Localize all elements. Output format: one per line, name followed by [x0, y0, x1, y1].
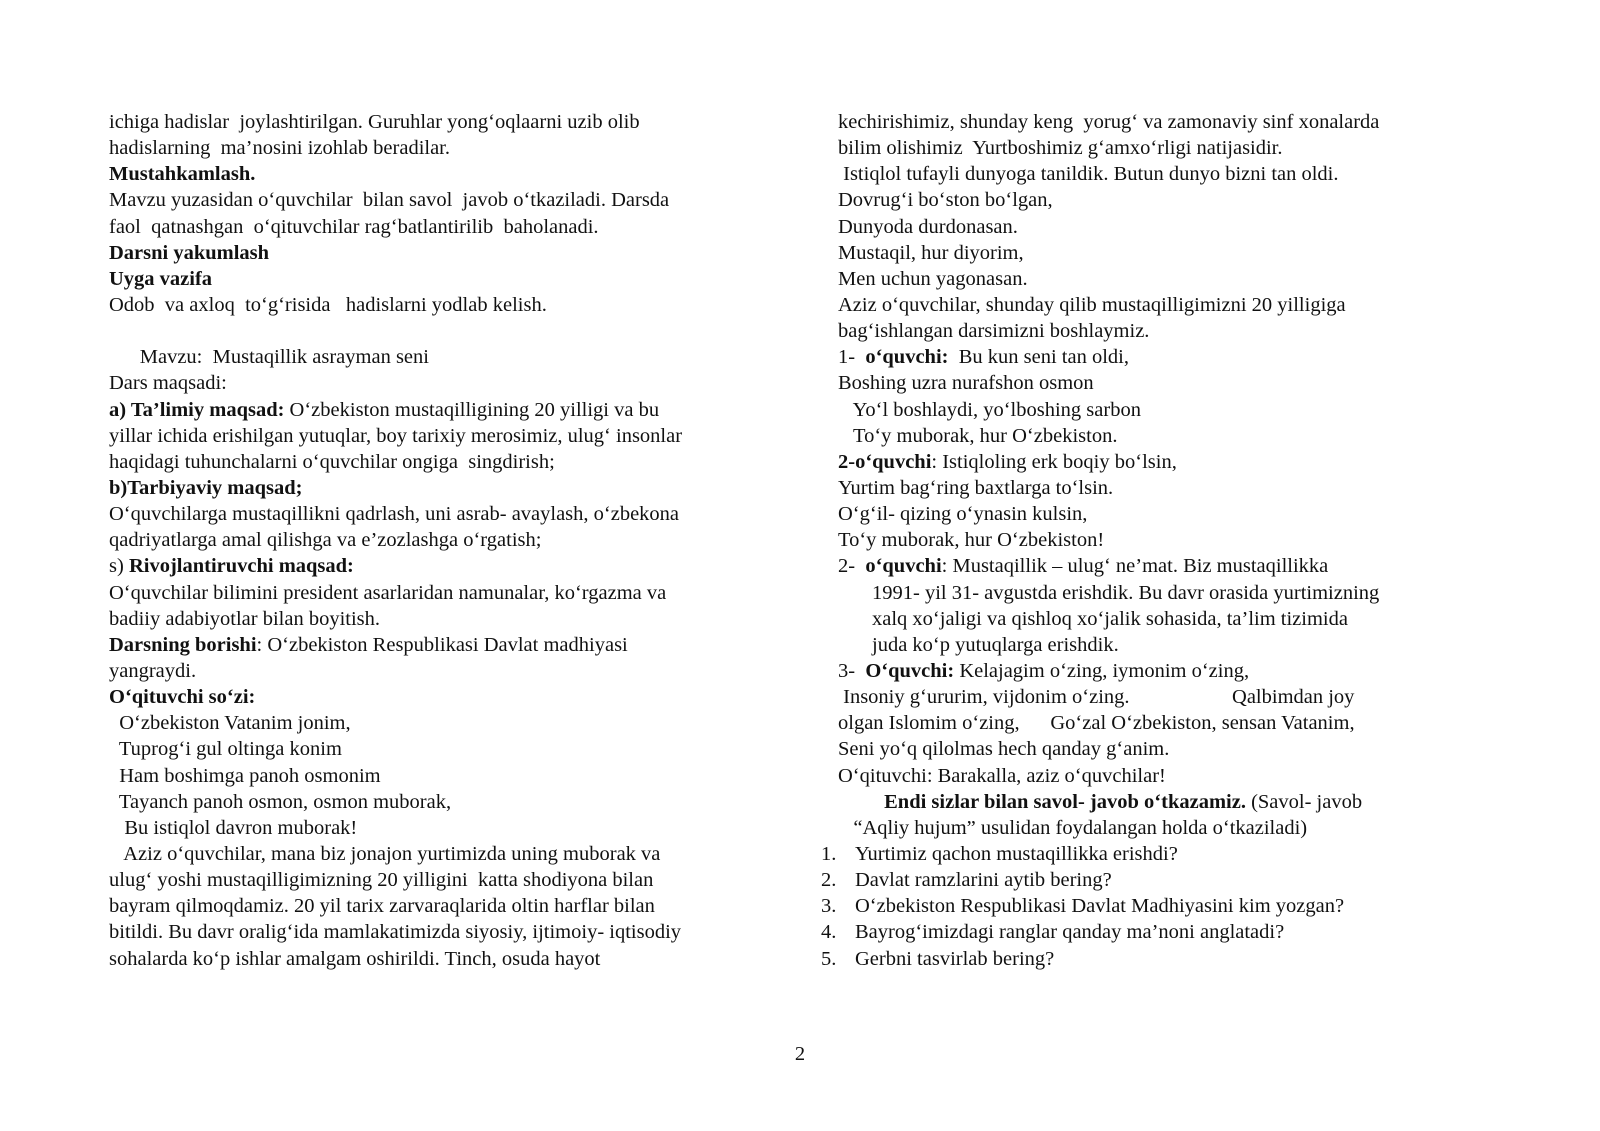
section-heading: Mustahkamlash. [109, 163, 256, 186]
poem-line: Ham boshimga panoh osmonim [109, 764, 381, 787]
poem-line: olgan Islomim o‘zing, Go‘zal O‘zbekiston, sensan Vatanim, [838, 712, 1355, 735]
text-line: Dars maqsadi: [109, 372, 227, 395]
poem-line: Insoniy g‘ururim, vijdonim o‘zing. Qalbimdan joy [838, 686, 1355, 709]
question-item: 3. O‘zbekiston Respublikasi Davlat Madhiyasini kim yozgan? [821, 895, 1345, 918]
text-line: ulug‘ yoshi mustaqilligimizning 20 yilligini katta shodiyona bilan [109, 869, 654, 892]
text-line: bitildi. Bu davr oralig‘ida mamlakatimizda siyosiy, ijtimoiy- iqtisodiy [109, 921, 682, 944]
text-line: O‘quvchilarga mustaqillikni qadrlash, uni asrab- avaylash, o‘zbekona [109, 503, 680, 526]
text-line: sohalarda ko‘p ishlar amalgam oshirildi. Tinch, osuda hayot [109, 947, 601, 970]
poem-line: Boshing uzra nurafshon osmon [838, 372, 1094, 395]
right-column [821, 109, 1538, 972]
lesson-flow-line: Darsning borishi: O‘zbekiston Respublikasi Davlat madhiyasi [109, 633, 628, 656]
text-line: Istiqlol tufayli dunyoga tanildik. Butun dunyo bizni tan oldi. [838, 163, 1339, 186]
poem-line: Bu istiqlol davron muborak! [109, 816, 358, 839]
poem-line: Dovrug‘i bo‘ston bo‘lgan, [838, 189, 1053, 212]
student-2b-line: 2- o‘quvchi: Mustaqillik – ulug‘ ne’mat. Biz mustaqillikka [838, 555, 1329, 578]
blank-line [109, 318, 769, 344]
text-line: bayram qilmoqdamiz. 20 yil tarix zarvaraqlarida oltin harflar bilan [109, 895, 655, 918]
poem-line: Seni yo‘q qilolmas hech qanday g‘anim. [838, 738, 1170, 761]
text-line: bag‘ishlangan darsimizni boshlaymiz. [838, 320, 1150, 343]
question-item: 1. Yurtimiz qachon mustaqillikka erishdi? [821, 842, 1178, 865]
poem-line: Tayanch panoh osmon, osmon muborak, [109, 790, 452, 813]
text-line: kechirishimiz, shunday keng yorug‘ va zamonaviy sinf xonalarda [838, 111, 1380, 133]
text-line: Mavzu yuzasidan o‘quvchilar bilan savol javob o‘tkaziladi. Darsda [109, 189, 670, 212]
page-number: 2 [794, 1043, 806, 1065]
text-line: badiiy adabiyotlar bilan boyitish. [109, 607, 381, 630]
student-3-line: 3- O‘quvchi: Kelajagim o‘zing, iymonim o‘zing, [838, 659, 1250, 682]
poem-line: Yurtim bag‘ring baxtlarga to‘lsin. [838, 476, 1114, 499]
poem-line: O‘zbekiston Vatanim jonim, [109, 712, 351, 735]
section-heading: O‘qituvchi so‘zi: [109, 686, 256, 709]
text-line: yillar ichida erishilgan yutuqlar, boy tarixiy merosimiz, ulug‘ insonlar [109, 424, 683, 447]
text-line: hadislarning ma’nosini izohlab beradilar. [109, 137, 451, 160]
text-line: xalq xo‘jaligi va qishloq xo‘jalik sohasida, ta’lim tizimida [872, 607, 1348, 630]
text-line: “Aqliy hujum” usulidan foydalangan holda o‘tkaziladi) [838, 816, 1308, 839]
text-line: qadriyatlarga amal qilishga va e’zozlashga o‘rgatish; [109, 529, 542, 552]
text-line: Aziz o‘quvchilar, shunday qilib mustaqilligimizni 20 yilligiga [838, 293, 1346, 316]
qa-heading-line: Endi sizlar bilan savol- javob o‘tkazamiz. (Savol- javob [838, 790, 1363, 813]
text-line: 1991- yil 31- avgustda erishdik. Bu davr orasida yurtimizning [872, 581, 1380, 604]
text-line: O‘qituvchi: Barakalla, aziz o‘quvchilar! [838, 764, 1166, 787]
poem-line: Tuprog‘i gul oltinga konim [109, 738, 342, 761]
text-line: haqidagi tuhunchalarni o‘quvchilar ongiga singdirish; [109, 450, 555, 473]
question-item: 5. Gerbni tasvirlab bering? [821, 947, 1055, 970]
text-line: ichiga hadislar joylashtirilgan. Guruhlar yong‘oqlaarni uzib olib [109, 111, 640, 133]
section-heading: Darsni yakumlash [109, 241, 270, 264]
poem-line: Men uchun yagonasan. [838, 267, 1028, 290]
text-line: yangraydi. [109, 659, 197, 682]
text-line: faol qatnashgan o‘qituvchilar rag‘batlantirilib baholanadi. [109, 215, 599, 238]
section-heading: b)Tarbiyaviy maqsad; [109, 476, 303, 499]
poem-line: Yo‘l boshlaydi, yo‘lboshing sarbon [838, 398, 1141, 421]
student-2-line: 2-o‘quvchi: Istiqloling erk boqiy bo‘lsin, [838, 450, 1177, 473]
text-line: Odob va axloq to‘g‘risida hadislarni yodlab kelish. [109, 293, 547, 316]
goal-s-line: s) Rivojlantiruvchi maqsad: [109, 555, 354, 578]
poem-line: Dunyoda durdonasan. [838, 215, 1018, 238]
student-1-line: 1- o‘quvchi: Bu kun seni tan oldi, [838, 346, 1129, 369]
text-line: Aziz o‘quvchilar, mana biz jonajon yurtimizda uning muborak va [109, 842, 661, 865]
poem-line: O‘g‘il- qizing o‘ynasin kulsin, [838, 503, 1088, 526]
question-list [821, 841, 1538, 972]
text-line: bilim olishimiz Yurtboshimiz g‘amxo‘rligi natijasidir. [838, 137, 1283, 160]
poem-line: To‘y muborak, hur O‘zbekiston. [838, 424, 1118, 447]
topic-line: Mavzu: Mustaqillik asrayman seni [109, 346, 429, 369]
section-heading: Uyga vazifa [109, 267, 213, 290]
question-item: 2. Davlat ramzlarini aytib bering? [821, 869, 1112, 892]
goal-a-line: a) Ta’limiy maqsad: O‘zbekiston mustaqilligining 20 yilligi va bu [109, 398, 660, 421]
text-line: juda ko‘p yutuqlarga erishdik. [872, 633, 1119, 656]
poem-line: To‘y muborak, hur O‘zbekiston! [838, 529, 1105, 552]
poem-line: Mustaqil, hur diyorim, [838, 241, 1024, 264]
text-line: O‘quvchilar bilimini president asarlaridan namunalar, ko‘rgazma va [109, 581, 667, 604]
left-column [109, 109, 769, 972]
question-item: 4. Bayrog‘imizdagi ranglar qanday ma’noni anglatadi? [821, 921, 1285, 944]
